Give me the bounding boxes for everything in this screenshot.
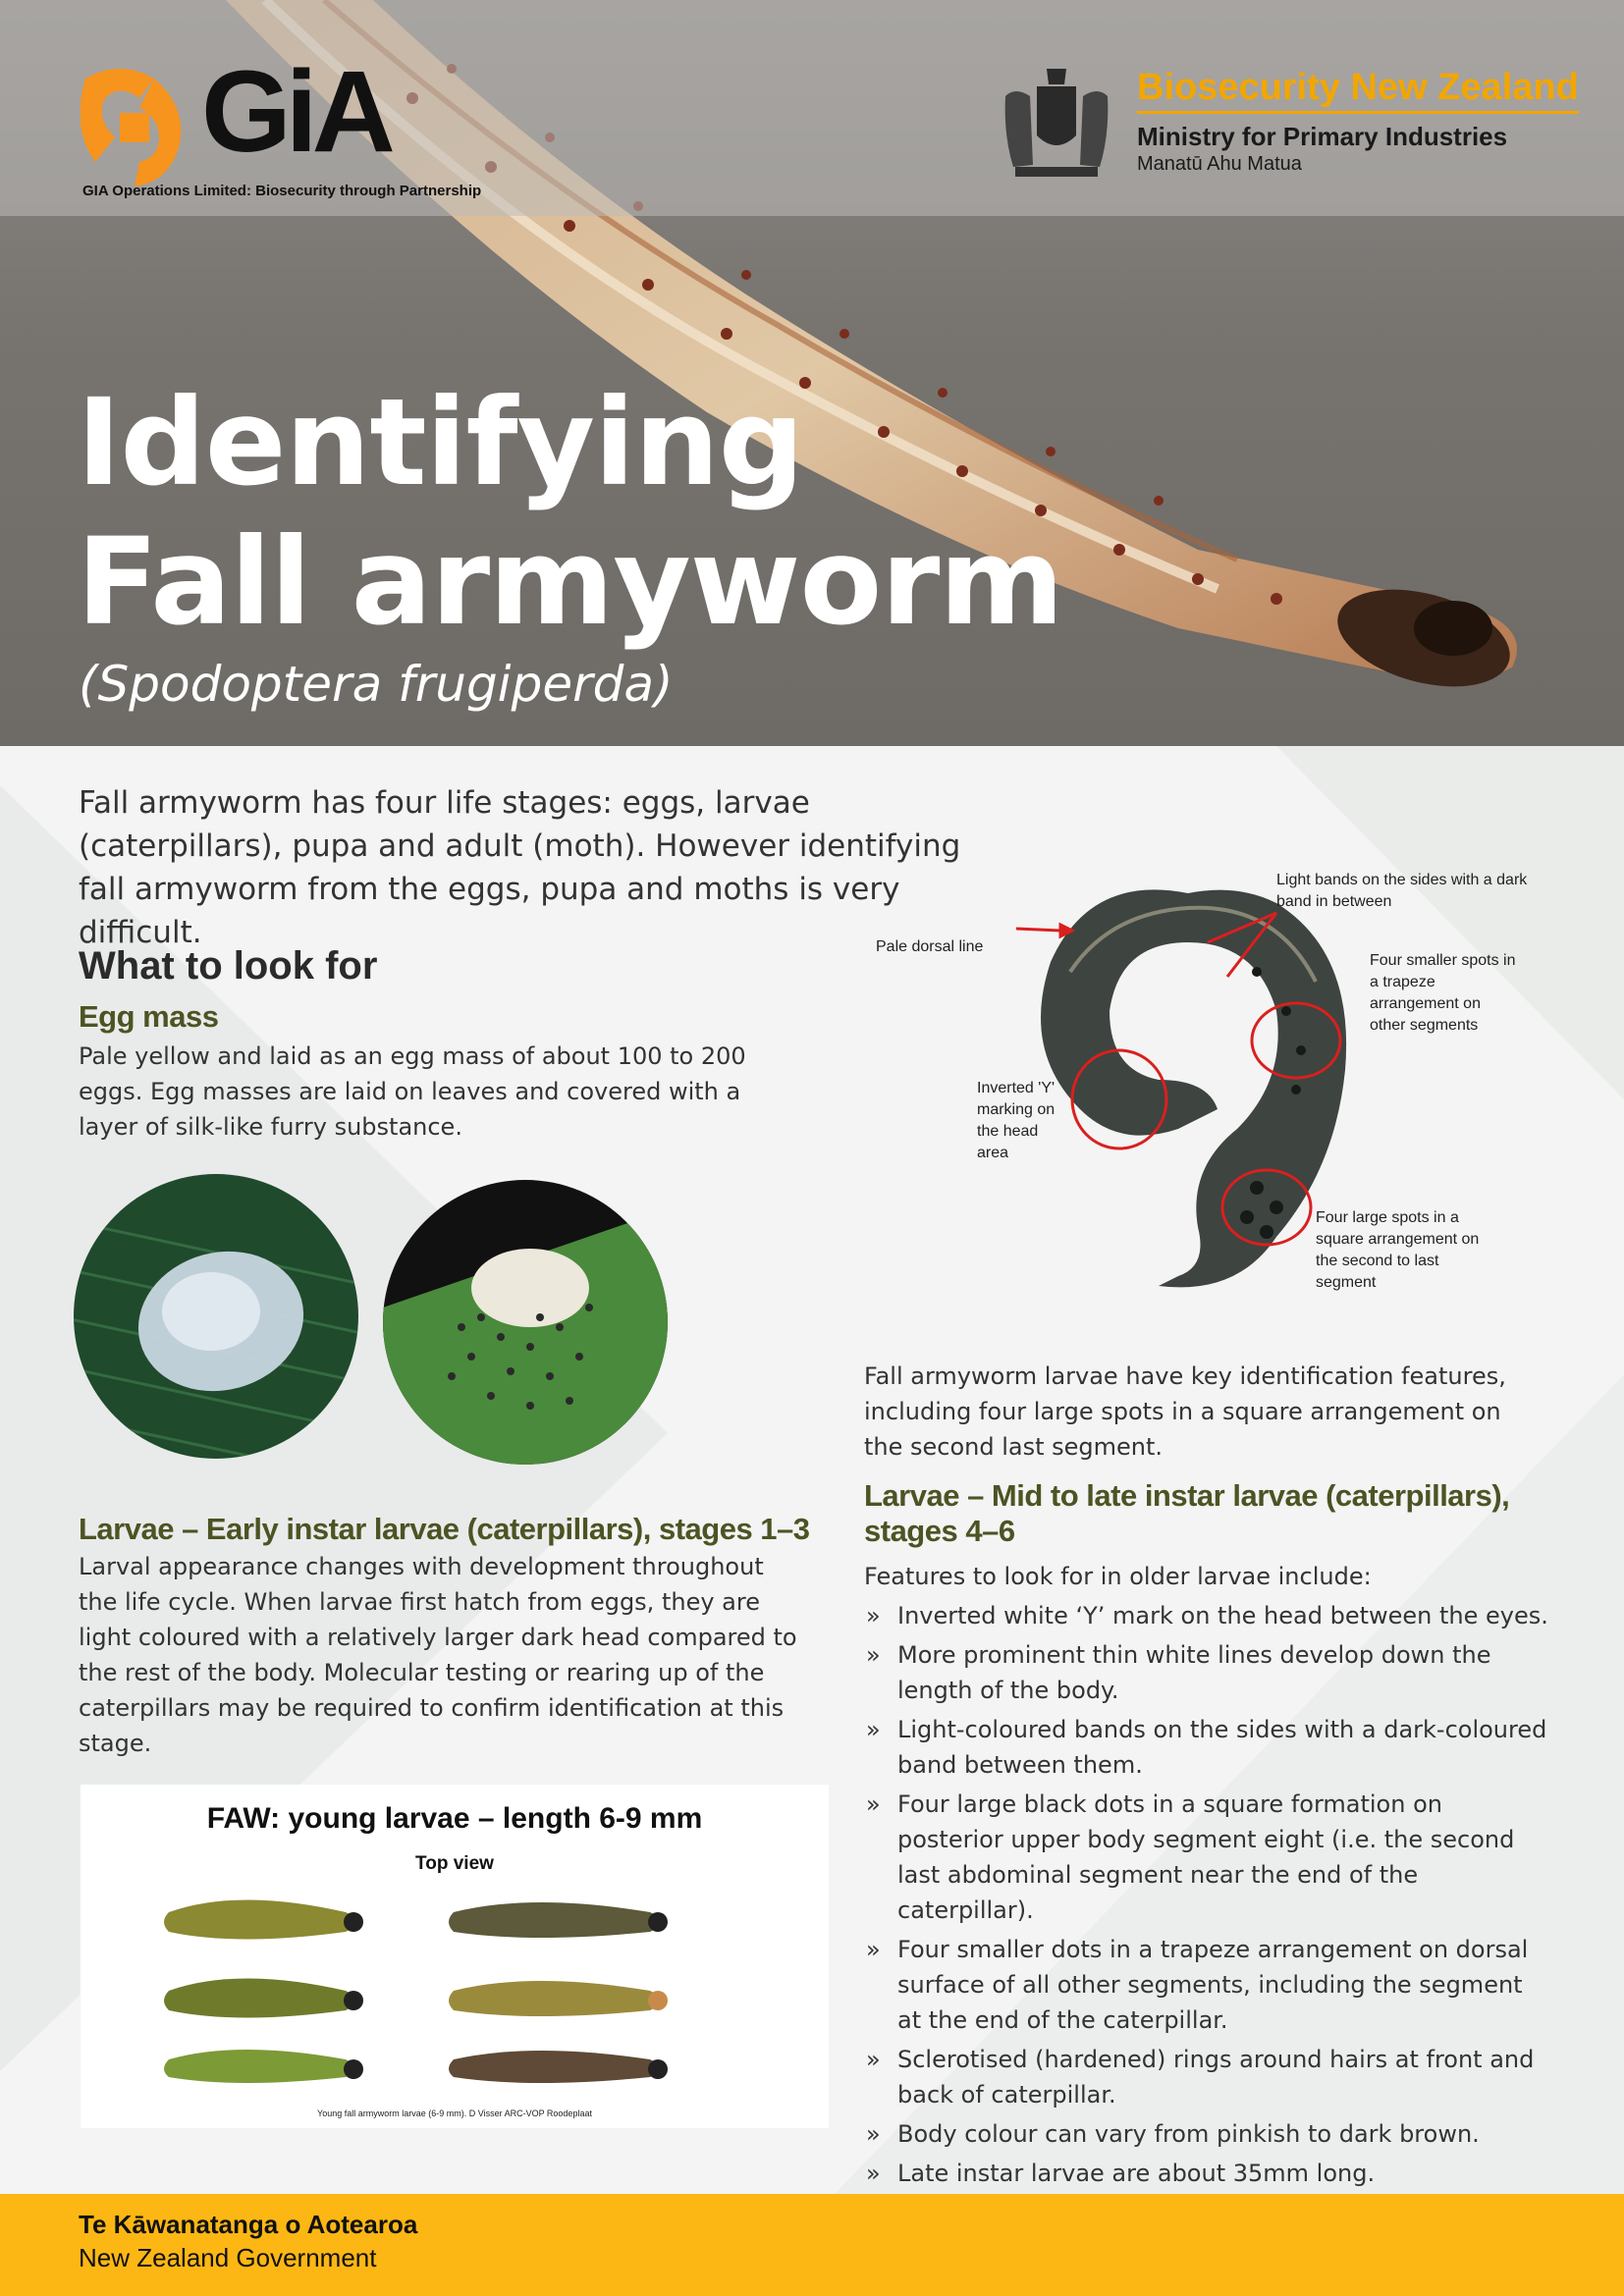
footer [0,2194,1624,2296]
footer-maori-government: Te Kāwanatanga o Aotearoa [79,2210,418,2239]
young-larvae-photos [81,1883,829,2099]
label-inverted-y: Inverted 'Y' marking on the head area [977,1080,1056,1161]
scientific-name: (Spodoptera frugiperda) [79,656,674,713]
intro-paragraph: Fall armyworm has four life stages: eggs, larvae (caterpillars), pupa and adult (moth). However identifying fall armyworm from the eggs, pupa and moths is very difficult. [79,785,961,950]
egg-mass-photo-1 [74,1174,358,1459]
label-pale-dorsal-line: Pale dorsal line [876,938,984,955]
late-instar-intro: Features to look for in older larvae include: [864,1563,1372,1590]
gia-tagline: GIA Operations Limited: Biosecurity through Partnership [82,183,482,199]
what-to-look-for-heading: What to look for [79,944,378,988]
label-four-smaller-spots: Four smaller spots in a trapeze arrangement on other segments [1370,952,1516,1034]
list-item: » Late instar larvae are about 35mm long. [866,2160,1376,2187]
agency-name: Biosecurity New Zealand [1137,67,1579,114]
larvae-key-features-text: Fall armyworm larvae have key identification features, including four large spots in a square arrangement on the second last segment. [864,1362,1506,1461]
egg-mass-heading: Egg mass [79,999,219,1034]
young-larvae-figure [81,1785,829,2128]
ministry-name: Ministry for Primary Industries [1137,122,1508,151]
larva-identification-diagram [864,834,1551,1306]
young-larvae-figure-subtitle: Top view [415,1853,494,1874]
young-larvae-figure-credit: Young fall armyworm larvae (6-9 mm). D Visser ARC-VOP Roodeplaat [317,2109,592,2118]
list-item: » Inverted white ‘Y’ mark on the head between the eyes. [866,1602,1548,1629]
early-instar-text: Larval appearance changes with development throughout the life cycle. When larvae first hatch from eggs, they are light coloured with a relatively larger dark head compared to the rest of the body. Molecular testing or rearing up of the caterpillars may be required to confirm identification at this stage. [79,1553,797,1757]
egg-mass-text: Pale yellow and laid as an egg mass of about 100 to 200 eggs. Egg masses are laid on leaves and covered with a layer of silk-like furry substance. [79,1042,746,1141]
label-light-bands: Light bands on the sides with a dark band in between [1276,872,1528,910]
list-item: » Light-coloured bands on the sides with a dark-coloured band between them. [866,1716,1547,1779]
label-four-large-spots: Four large spots in a square arrangement on the second to last segment [1316,1209,1480,1291]
footer-nz-government: New Zealand Government [79,2243,377,2272]
early-instar-heading: Larvae – Early instar larvae (caterpillars), stages 1–3 [79,1512,810,1546]
nz-coat-of-arms-icon [996,57,1117,185]
list-item: » Four smaller dots in a trapeze arrangement on dorsal surface of all other segments, including the segment at the end of the caterpillar. [866,1936,1529,2034]
list-item: » More prominent thin white lines develop down the length of the body. [866,1641,1491,1704]
young-larvae-figure-title: FAW: young larvae – length 6-9 mm [206,1802,703,1835]
title-line-2: Fall armyworm [77,512,1063,652]
late-instar-feature-list [864,1598,1551,2195]
egg-mass-photo-2 [383,1180,668,1465]
ministry-maori-name: Manatū Ahu Matua [1137,153,1302,175]
page-title [77,373,1063,652]
list-item: » Four large black dots in a square formation on posterior upper body segment eight (i.e. the second last abdominal segment near the end of the caterpillar). [866,1790,1515,1924]
gia-wordmark: GiA [201,47,390,177]
list-item: » Body colour can vary from pinkish to dark brown. [866,2120,1480,2148]
late-instar-heading: Larvae – Mid to late instar larvae (caterpillars), stages 4–6 [864,1478,1510,1548]
title-line-1: Identifying [77,373,804,512]
hero-banner [0,0,1624,746]
list-item: » Sclerotised (hardened) rings around hairs at front and back of caterpillar. [866,2046,1535,2109]
